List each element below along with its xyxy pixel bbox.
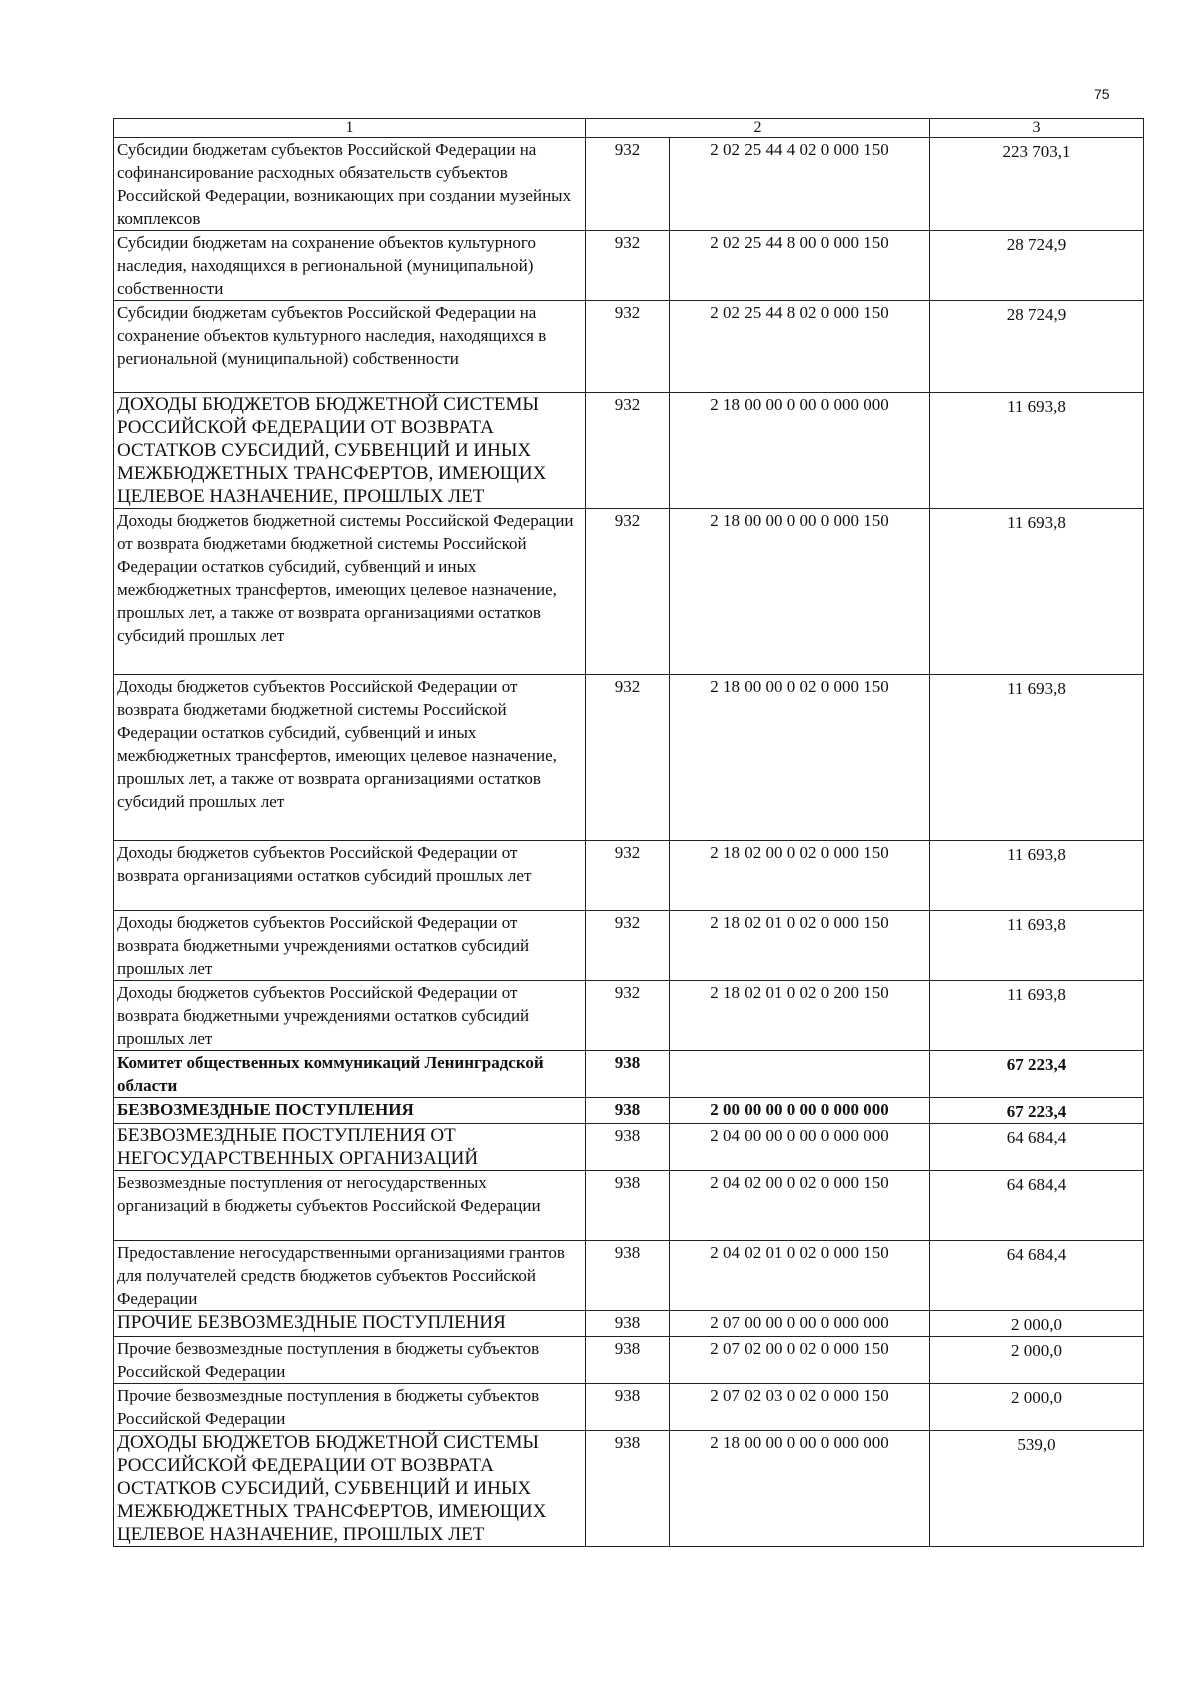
row-amount: 11 693,8 bbox=[930, 841, 1144, 911]
row-description: Безвозмездные поступления от негосударственных организаций в бюджеты субъектов Российской Федерации bbox=[114, 1171, 586, 1241]
table-row bbox=[114, 393, 1144, 509]
table-row bbox=[114, 981, 1144, 1051]
row-budget-code: 2 18 00 00 0 02 0 000 150 bbox=[670, 675, 930, 841]
row-amount: 2 000,0 bbox=[930, 1311, 1144, 1337]
row-budget-code: 2 04 02 01 0 02 0 000 150 bbox=[670, 1241, 930, 1311]
row-admin-code: 938 bbox=[586, 1431, 670, 1547]
row-admin-code: 938 bbox=[586, 1241, 670, 1311]
row-budget-code: 2 07 00 00 0 00 0 000 000 bbox=[670, 1311, 930, 1337]
row-description: Субсидии бюджетам субъектов Российской Федерации на софинансирование расходных обязательств субъектов Российской Федерации, возникающих при создании музейных комплексов bbox=[114, 138, 586, 231]
row-admin-code: 938 bbox=[586, 1171, 670, 1241]
row-admin-code: 938 bbox=[586, 1384, 670, 1431]
row-description: Доходы бюджетов субъектов Российской Федерации от возврата организациями остатков субсидий прошлых лет bbox=[114, 841, 586, 911]
row-description: Комитет общественных коммуникаций Ленинградской области bbox=[114, 1051, 586, 1098]
table-row bbox=[114, 509, 1144, 675]
row-amount: 11 693,8 bbox=[930, 675, 1144, 841]
row-amount: 28 724,9 bbox=[930, 301, 1144, 393]
row-description: БЕЗВОЗМЕЗДНЫЕ ПОСТУПЛЕНИЯ bbox=[114, 1098, 586, 1124]
row-description: ДОХОДЫ БЮДЖЕТОВ БЮДЖЕТНОЙ СИСТЕМЫ РОССИЙСКОЙ ФЕДЕРАЦИИ ОТ ВОЗВРАТА ОСТАТКОВ СУБСИДИЙ, СУБВЕНЦИЙ И ИНЫХ МЕЖБЮДЖЕТНЫХ ТРАНСФЕРТОВ, ИМЕЮЩИХ ЦЕЛЕВОЕ НАЗНАЧЕНИЕ, ПРОШЛЫХ ЛЕТ bbox=[114, 1431, 586, 1547]
row-admin-code: 938 bbox=[586, 1098, 670, 1124]
row-budget-code: 2 18 02 00 0 02 0 000 150 bbox=[670, 841, 930, 911]
row-budget-code: 2 00 00 00 0 00 0 000 000 bbox=[670, 1098, 930, 1124]
row-budget-code: 2 18 00 00 0 00 0 000 000 bbox=[670, 1431, 930, 1547]
revenue-table bbox=[113, 118, 1144, 1547]
row-admin-code: 932 bbox=[586, 841, 670, 911]
row-admin-code: 932 bbox=[586, 911, 670, 981]
table-row bbox=[114, 1124, 1144, 1171]
row-amount: 539,0 bbox=[930, 1431, 1144, 1547]
row-description: ДОХОДЫ БЮДЖЕТОВ БЮДЖЕТНОЙ СИСТЕМЫ РОССИЙСКОЙ ФЕДЕРАЦИИ ОТ ВОЗВРАТА ОСТАТКОВ СУБСИДИЙ, СУБВЕНЦИЙ И ИНЫХ МЕЖБЮДЖЕТНЫХ ТРАНСФЕРТОВ, ИМЕЮЩИХ ЦЕЛЕВОЕ НАЗНАЧЕНИЕ, ПРОШЛЫХ ЛЕТ bbox=[114, 393, 586, 509]
table-row bbox=[114, 1051, 1144, 1098]
row-admin-code: 932 bbox=[586, 231, 670, 301]
table-row bbox=[114, 841, 1144, 911]
row-description: Доходы бюджетов субъектов Российской Федерации от возврата бюджетными учреждениями остатков субсидий прошлых лет bbox=[114, 911, 586, 981]
row-description: Доходы бюджетов субъектов Российской Федерации от возврата бюджетами бюджетной системы Российской Федерации остатков субсидий, субвенций и иных межбюджетных трансфертов, имеющих целевое назначение, прошлых лет, а также от возврата организациями остатков субсидий прошлых лет bbox=[114, 675, 586, 841]
table-row bbox=[114, 138, 1144, 231]
row-budget-code: 2 02 25 44 8 00 0 000 150 bbox=[670, 231, 930, 301]
row-amount: 67 223,4 bbox=[930, 1098, 1144, 1124]
row-amount: 64 684,4 bbox=[930, 1241, 1144, 1311]
row-budget-code: 2 04 02 00 0 02 0 000 150 bbox=[670, 1171, 930, 1241]
row-budget-code: 2 04 00 00 0 00 0 000 000 bbox=[670, 1124, 930, 1171]
table-row bbox=[114, 1431, 1144, 1547]
table-row bbox=[114, 301, 1144, 393]
row-budget-code: 2 02 25 44 8 02 0 000 150 bbox=[670, 301, 930, 393]
row-description: ПРОЧИЕ БЕЗВОЗМЕЗДНЫЕ ПОСТУПЛЕНИЯ bbox=[114, 1311, 586, 1337]
row-admin-code: 932 bbox=[586, 138, 670, 231]
row-amount: 67 223,4 bbox=[930, 1051, 1144, 1098]
row-amount: 2 000,0 bbox=[930, 1384, 1144, 1431]
row-admin-code: 932 bbox=[586, 675, 670, 841]
row-admin-code: 938 bbox=[586, 1311, 670, 1337]
row-admin-code: 932 bbox=[586, 981, 670, 1051]
row-amount: 11 693,8 bbox=[930, 981, 1144, 1051]
revenue-table-container bbox=[113, 118, 1143, 1547]
row-admin-code: 932 bbox=[586, 301, 670, 393]
row-admin-code: 932 bbox=[586, 393, 670, 509]
row-amount: 11 693,8 bbox=[930, 911, 1144, 981]
row-budget-code: 2 02 25 44 4 02 0 000 150 bbox=[670, 138, 930, 231]
table-row bbox=[114, 1311, 1144, 1337]
row-description: Прочие безвозмездные поступления в бюджеты субъектов Российской Федерации bbox=[114, 1384, 586, 1431]
row-budget-code: 2 18 02 01 0 02 0 000 150 bbox=[670, 911, 930, 981]
row-amount: 64 684,4 bbox=[930, 1124, 1144, 1171]
table-row bbox=[114, 1098, 1144, 1124]
row-admin-code: 938 bbox=[586, 1051, 670, 1098]
row-admin-code: 932 bbox=[586, 509, 670, 675]
row-description: Предоставление негосударственными организациями грантов для получателей средств бюджетов субъектов Российской Федерации bbox=[114, 1241, 586, 1311]
row-budget-code: 2 18 02 01 0 02 0 200 150 bbox=[670, 981, 930, 1051]
row-admin-code: 938 bbox=[586, 1124, 670, 1171]
row-amount: 2 000,0 bbox=[930, 1337, 1144, 1384]
row-amount: 64 684,4 bbox=[930, 1171, 1144, 1241]
row-amount: 28 724,9 bbox=[930, 231, 1144, 301]
table-row bbox=[114, 675, 1144, 841]
row-description: Прочие безвозмездные поступления в бюджеты субъектов Российской Федерации bbox=[114, 1337, 586, 1384]
row-budget-code: 2 18 00 00 0 00 0 000 000 bbox=[670, 393, 930, 509]
table-row bbox=[114, 1384, 1144, 1431]
row-description: БЕЗВОЗМЕЗДНЫЕ ПОСТУПЛЕНИЯ ОТ НЕГОСУДАРСТВЕННЫХ ОРГАНИЗАЦИЙ bbox=[114, 1124, 586, 1171]
table-row bbox=[114, 231, 1144, 301]
row-description: Доходы бюджетов бюджетной системы Российской Федерации от возврата бюджетами бюджетной системы Российской Федерации остатков субсидий, субвенций и иных межбюджетных трансфертов, имеющих целевое назначение, прошлых лет, а также от возврата организациями остатков субсидий прошлых лет bbox=[114, 509, 586, 675]
row-budget-code: 2 07 02 03 0 02 0 000 150 bbox=[670, 1384, 930, 1431]
row-amount: 11 693,8 bbox=[930, 509, 1144, 675]
row-description: Субсидии бюджетам субъектов Российской Федерации на сохранение объектов культурного наследия, находящихся в региональной (муниципальной) собственности bbox=[114, 301, 586, 393]
row-description: Субсидии бюджетам на сохранение объектов культурного наследия, находящихся в региональной (муниципальной) собственности bbox=[114, 231, 586, 301]
table-row bbox=[114, 1337, 1144, 1384]
table-header-row bbox=[114, 119, 1144, 138]
row-budget-code: 2 18 00 00 0 00 0 000 150 bbox=[670, 509, 930, 675]
row-admin-code: 938 bbox=[586, 1337, 670, 1384]
row-budget-code bbox=[670, 1051, 930, 1098]
row-description: Доходы бюджетов субъектов Российской Федерации от возврата бюджетными учреждениями остатков субсидий прошлых лет bbox=[114, 981, 586, 1051]
row-budget-code: 2 07 02 00 0 02 0 000 150 bbox=[670, 1337, 930, 1384]
header-col-1: 1 bbox=[114, 119, 586, 138]
header-col-2: 2 bbox=[586, 119, 930, 138]
header-col-3: 3 bbox=[930, 119, 1144, 138]
row-amount: 11 693,8 bbox=[930, 393, 1144, 509]
row-amount: 223 703,1 bbox=[930, 138, 1144, 231]
table-row bbox=[114, 911, 1144, 981]
page-number: 75 bbox=[1094, 86, 1110, 102]
table-row bbox=[114, 1171, 1144, 1241]
table-row bbox=[114, 1241, 1144, 1311]
